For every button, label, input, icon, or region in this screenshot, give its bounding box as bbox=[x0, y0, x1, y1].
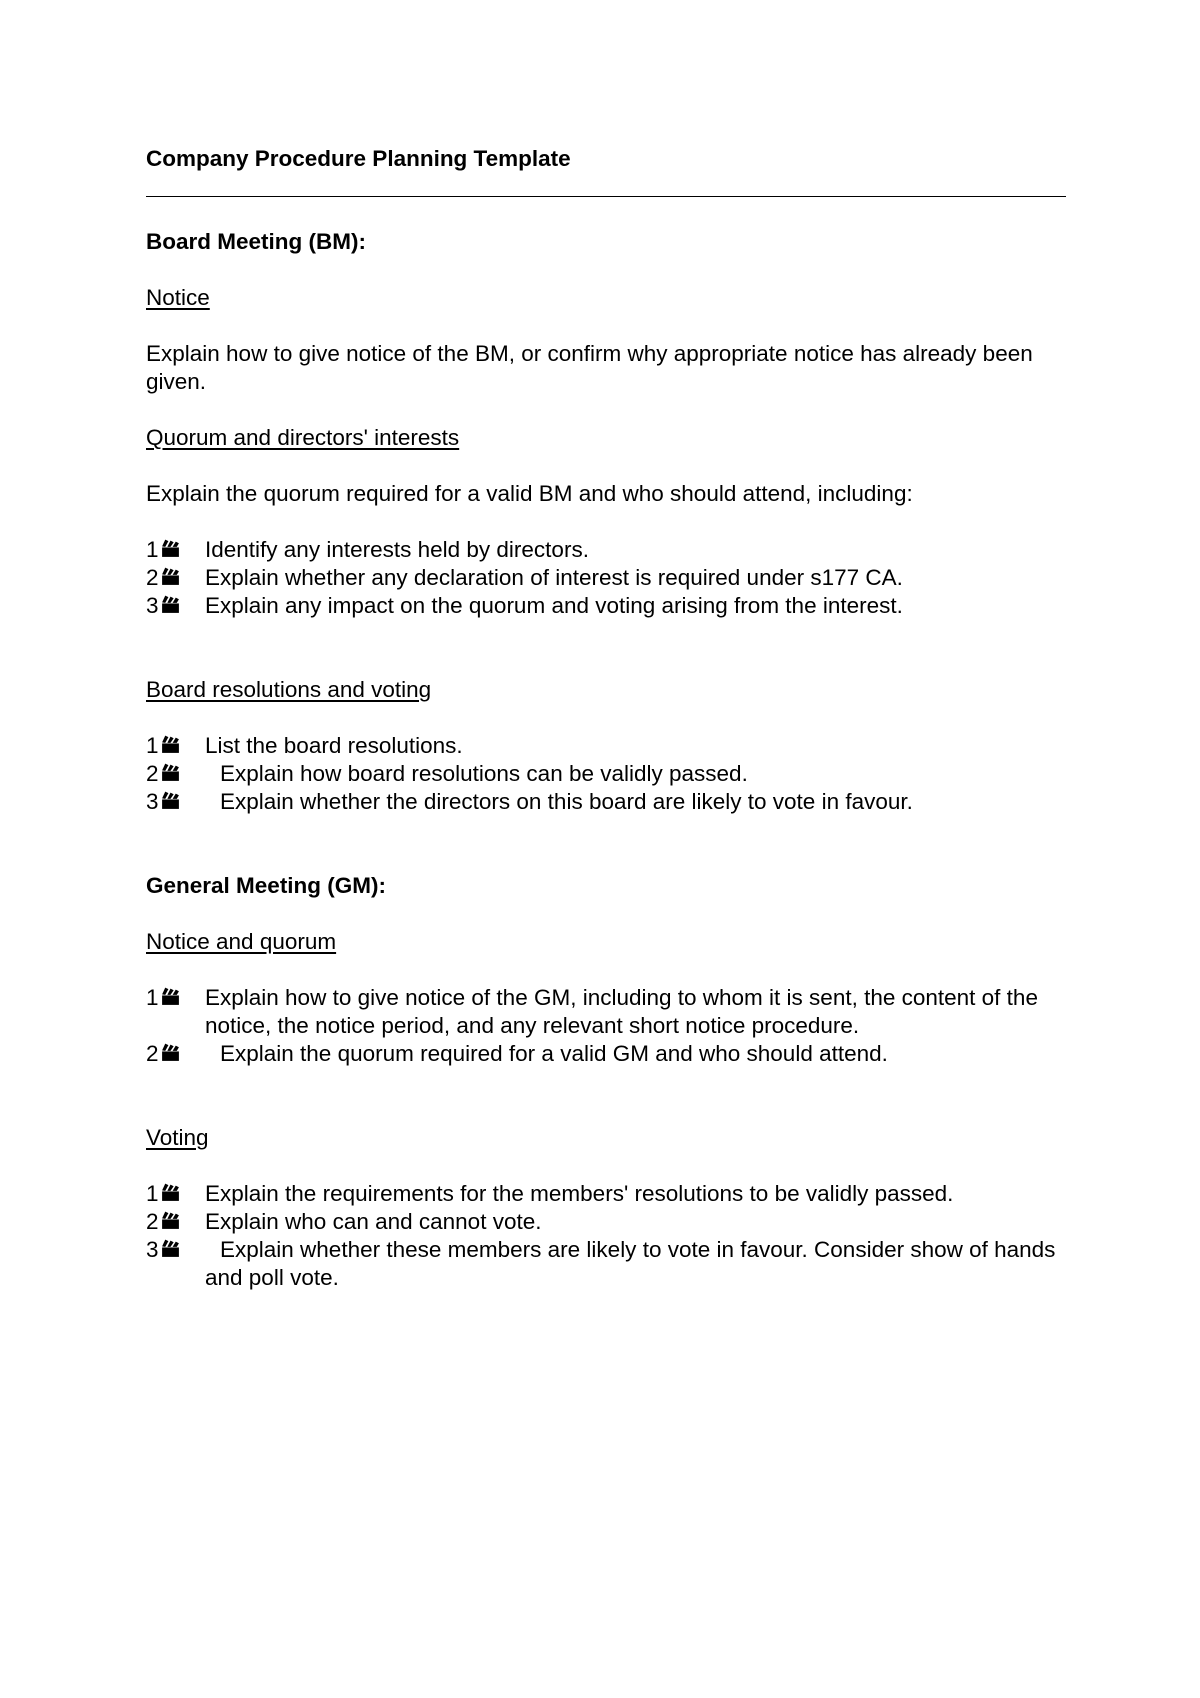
item-text: Explain who can and cannot vote. bbox=[205, 1209, 542, 1234]
item-text: Explain whether any declaration of interest is required under s177 CA. bbox=[205, 565, 903, 590]
list-item bbox=[146, 536, 1066, 564]
quorum-list bbox=[146, 536, 1066, 620]
clapperboard-icon bbox=[160, 1042, 181, 1063]
item-number: 2 bbox=[146, 1209, 159, 1234]
item-text: List the board resolutions. bbox=[205, 733, 463, 758]
list-item bbox=[146, 1208, 1066, 1236]
document-title: Company Procedure Planning Template bbox=[146, 146, 571, 171]
item-text: Explain how to give notice of the GM, including to whom it is sent, the content of the notice, the notice period, and any relevant short notice procedure. bbox=[205, 985, 1038, 1038]
clapperboard-icon bbox=[160, 566, 181, 587]
resolutions-subheading: Board resolutions and voting bbox=[146, 677, 432, 702]
clapperboard-icon bbox=[160, 538, 181, 559]
clapperboard-icon bbox=[160, 1238, 181, 1259]
item-number: 3 bbox=[146, 1237, 159, 1262]
notice-text: Explain how to give notice of the BM, or confirm why appropriate notice has already been given. bbox=[146, 341, 1033, 394]
item-number: 1 bbox=[146, 537, 159, 562]
resolutions-list bbox=[146, 732, 1066, 816]
board-meeting-heading: Board Meeting (BM): bbox=[146, 229, 366, 254]
document-body bbox=[146, 145, 1066, 1292]
clapperboard-icon bbox=[160, 762, 181, 783]
title-divider bbox=[146, 196, 1066, 197]
voting-subheading: Voting bbox=[146, 1125, 209, 1150]
list-item bbox=[146, 788, 1066, 816]
list-item bbox=[146, 732, 1066, 760]
list-item bbox=[146, 564, 1066, 592]
item-number: 2 bbox=[146, 761, 159, 786]
item-text: Explain how board resolutions can be validly passed. bbox=[220, 761, 748, 786]
list-item bbox=[146, 1236, 1066, 1292]
item-text: Explain any impact on the quorum and voting arising from the interest. bbox=[205, 593, 903, 618]
notice-quorum-subheading: Notice and quorum bbox=[146, 929, 337, 954]
item-number: 1 bbox=[146, 985, 159, 1010]
item-text: Explain whether the directors on this board are likely to vote in favour. bbox=[220, 789, 913, 814]
notice-subheading: Notice bbox=[146, 285, 210, 310]
item-text: Explain the requirements for the members' resolutions to be validly passed. bbox=[205, 1181, 954, 1206]
clapperboard-icon bbox=[160, 734, 181, 755]
item-number: 1 bbox=[146, 733, 159, 758]
list-item bbox=[146, 1040, 1066, 1068]
clapperboard-icon bbox=[160, 1210, 181, 1231]
item-number: 3 bbox=[146, 593, 159, 618]
list-item bbox=[146, 984, 1066, 1040]
notice-quorum-list bbox=[146, 984, 1066, 1068]
list-item bbox=[146, 1180, 1066, 1208]
item-number: 2 bbox=[146, 1041, 159, 1066]
item-text: Explain the quorum required for a valid GM and who should attend. bbox=[220, 1041, 888, 1066]
clapperboard-icon bbox=[160, 790, 181, 811]
item-number: 1 bbox=[146, 1181, 159, 1206]
quorum-subheading: Quorum and directors' interests bbox=[146, 425, 460, 450]
item-number: 2 bbox=[146, 565, 159, 590]
list-item bbox=[146, 592, 1066, 620]
general-meeting-heading: General Meeting (GM): bbox=[146, 873, 387, 898]
item-number: 3 bbox=[146, 789, 159, 814]
clapperboard-icon bbox=[160, 986, 181, 1007]
clapperboard-icon bbox=[160, 1182, 181, 1203]
item-text: Explain whether these members are likely to vote in favour. Consider show of hands and poll vote. bbox=[205, 1237, 1056, 1290]
voting-list bbox=[146, 1180, 1066, 1292]
quorum-intro: Explain the quorum required for a valid BM and who should attend, including: bbox=[146, 481, 913, 506]
item-text: Identify any interests held by directors. bbox=[205, 537, 589, 562]
list-item bbox=[146, 760, 1066, 788]
clapperboard-icon bbox=[160, 594, 181, 615]
